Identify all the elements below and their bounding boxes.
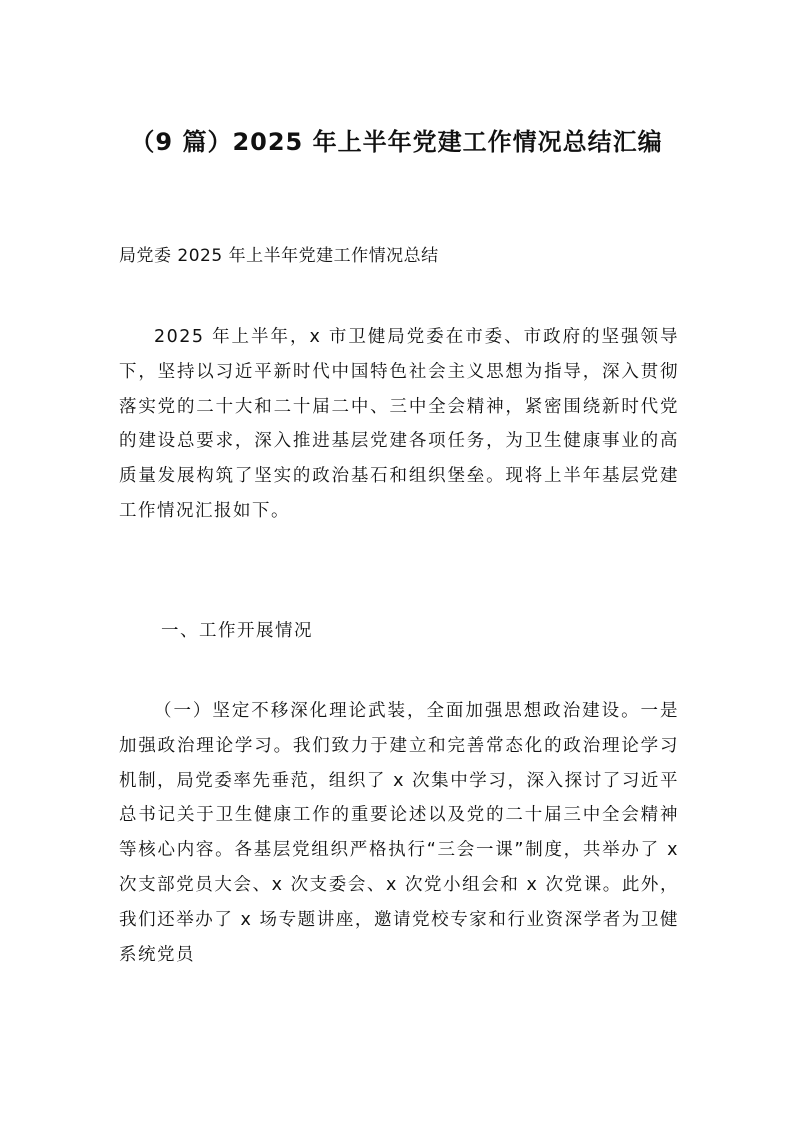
document-title: （9 篇）2025 年上半年党建工作情况总结汇编: [130, 128, 663, 156]
section-heading: 一、工作开展情况: [161, 621, 313, 641]
paragraph-theory: （一）坚定不移深化理论武装，全面加强思想政治建设。一是加强政治理论学习。我们致力于建立和完善常态化的政治理论学习机制，局党委率先垂范，组织了 x 次集中学习，深入探讨了习近平总书记关于卫生健康工作的重要论述以及党的二十届三中全会精神等核心内容。各基层党组织严格执行“三会一课”制度，共举办了 x 次支部党员大会、x 次支委会、x 次党小组会和 x 次党课。此外，我们还举办了 x 场专题讲座，邀请党校专家和行业资深学者为卫健系统党员: [119, 701, 679, 965]
document-subtitle: 局党委 2025 年上半年党建工作情况总结: [119, 246, 439, 266]
paragraph-intro: 2025 年上半年，x 市卫健局党委在市委、市政府的坚强领导下，坚持以习近平新时代中国特色社会主义思想为指导，深入贯彻落实党的二十大和二十届二中、三中全会精神，紧密围绕新时代党的建设总要求，深入推进基层党建各项任务，为卫生健康事业的高质量发展构筑了坚实的政治基石和组织堡垒。现将上半年基层党建工作情况汇报如下。: [119, 327, 679, 521]
